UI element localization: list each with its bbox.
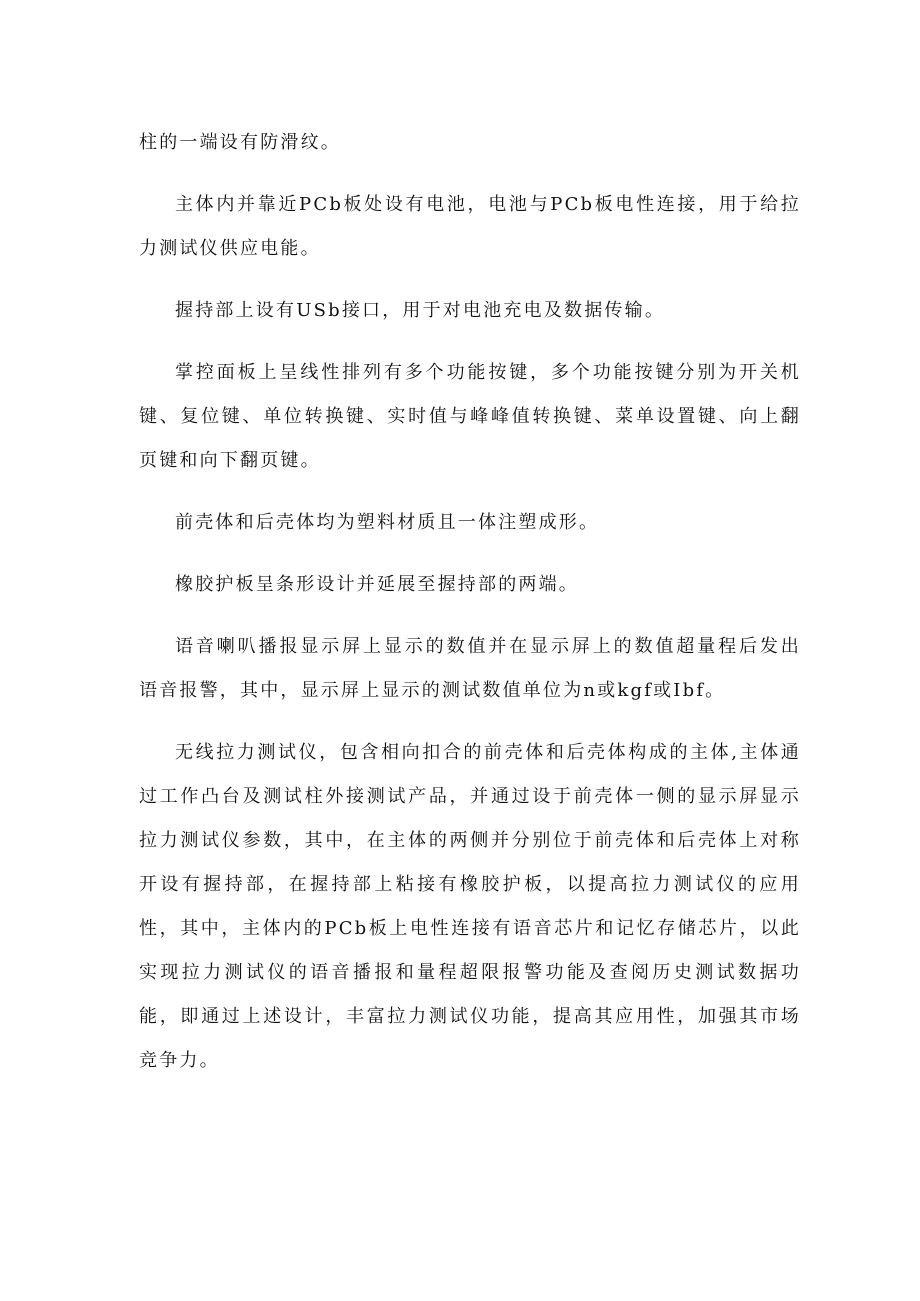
paragraph-4: 掌控面板上呈线性排列有多个功能按键，多个功能按键分别为开关机键、复位键、单位转换键、实时值与峰峰值转换键、菜单设置键、向上翻页键和向下翻页键。 (139, 362, 801, 471)
document-body (139, 121, 801, 1101)
paragraph-5: 前壳体和后壳体均为塑料材质且一体注塑成形。 (175, 512, 600, 533)
paragraph-8: 无线拉力测试仪，包含相向扣合的前壳体和后壳体构成的主体,主体通过工作凸台及测试柱外接测试产品，并通过设于前壳体一侧的显示屏显示拉力测试仪参数，其中，在主体的两侧并分别位于前壳体和后壳体上对称开设有握持部，在握持部上粘接有橡胶护板，以提高拉力测试仪的应用性，其中，主体内的PCb板上电性连接有语音芯片和记忆存储芯片，以此实现拉力测试仪的语音播报和量程超限报警功能及查阅历史测试数据功能，即通过上述设计，丰富拉力测试仪功能，提高其应用性，加强其市场竞争力。 (139, 742, 801, 1071)
paragraph-7: 语音喇叭播报显示屏上显示的数值并在显示屏上的数值超量程后发出语音报警，其中，显示屏上显示的测试数值单位为n或kgf或Ibf。 (139, 636, 801, 701)
paragraph-3: 握持部上设有USb接口，用于对电池充电及数据传输。 (175, 300, 666, 321)
paragraph-2: 主体内并靠近PCb板处设有电池，电池与PCb板电性连接，用于给拉力测试仪供应电能。 (139, 194, 801, 259)
paragraph-6: 橡胶护板呈条形设计并延展至握持部的两端。 (175, 574, 579, 595)
paragraph-1: 柱的一端设有防滑纹。 (139, 132, 341, 153)
